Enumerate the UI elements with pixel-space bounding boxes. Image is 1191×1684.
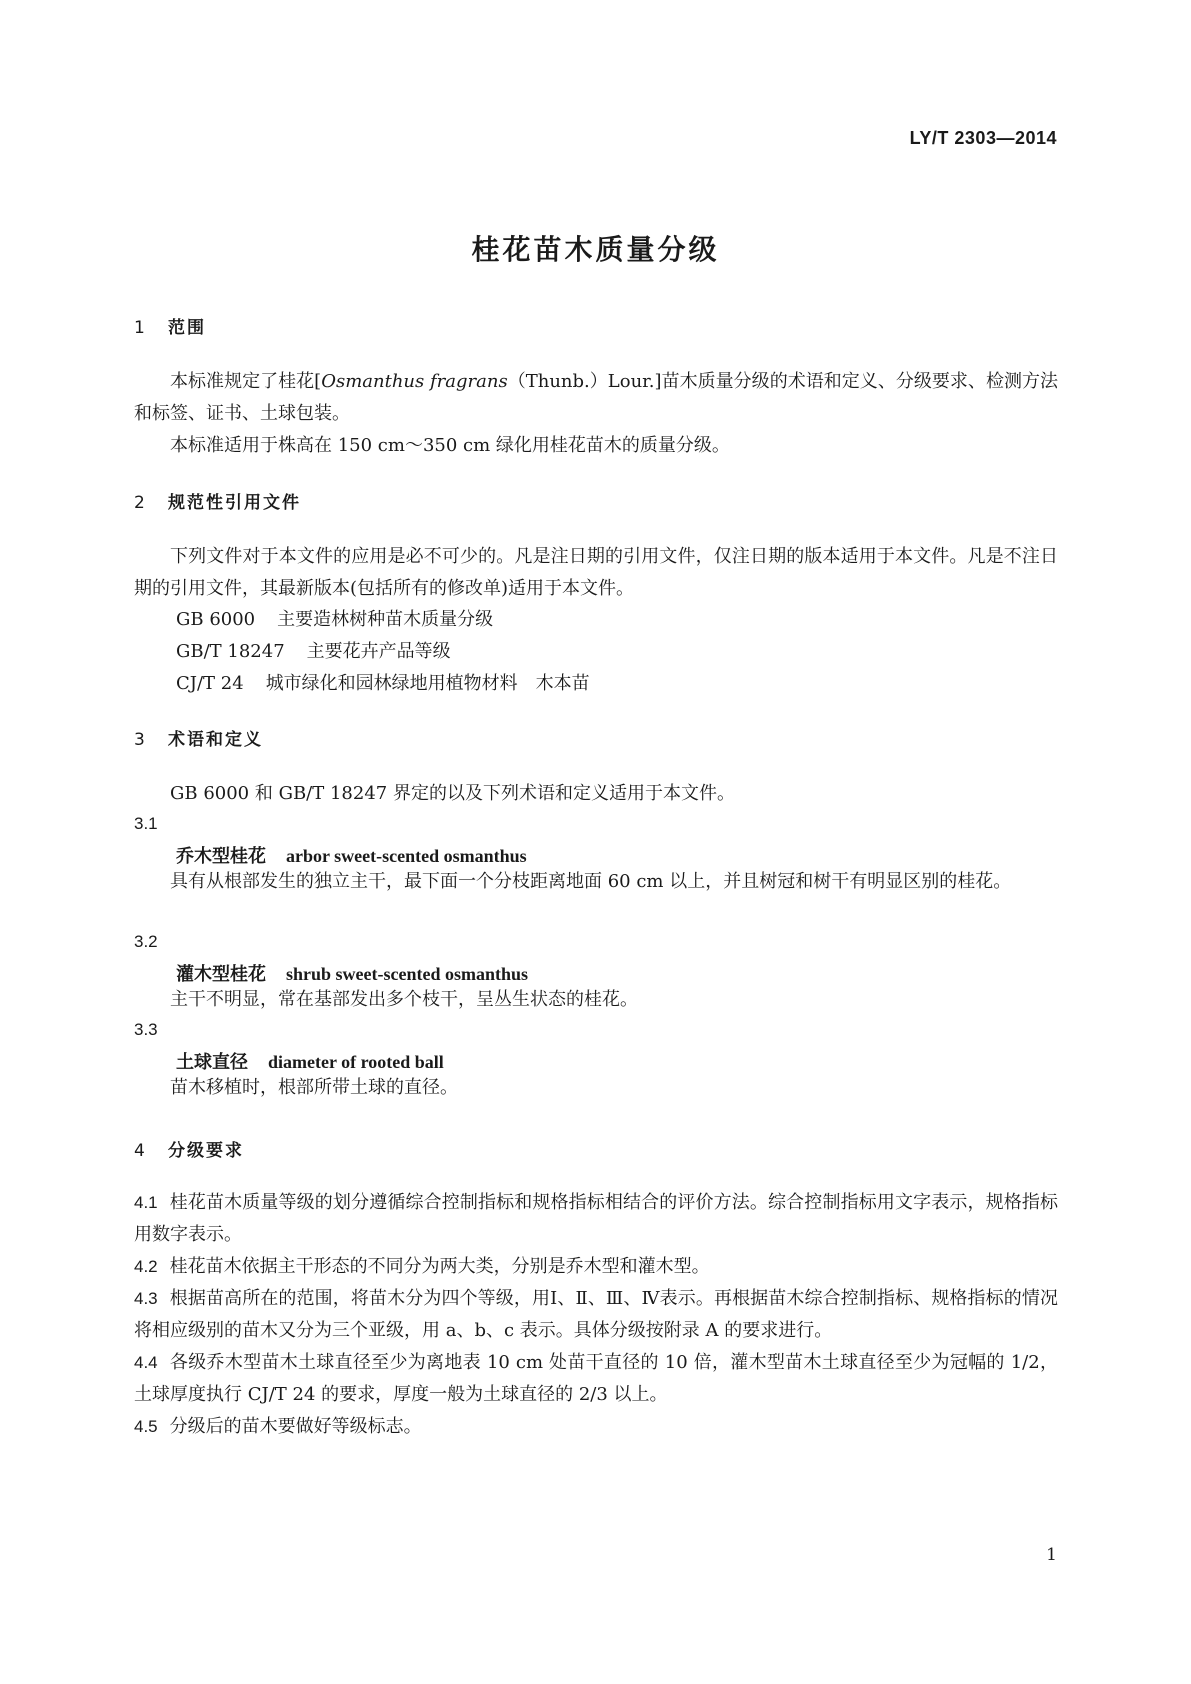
requirement-item	[134, 1411, 1058, 1443]
term-cn: 灌木型桂花	[176, 964, 266, 985]
term-definition: 主干不明显，常在基部发出多个枝干，呈丛生状态的桂花。	[170, 989, 638, 1010]
section-3-heading	[134, 725, 263, 750]
term-number: 3.2	[134, 932, 158, 951]
reference-code: GB/T 18247	[176, 641, 285, 662]
section-3-paragraph-1: GB 6000 和 GB/T 18247 界定的以及下列术语和定义适用于本文件。	[170, 783, 735, 804]
reference-code: GB 6000	[176, 609, 256, 630]
clause-number: 4.4	[134, 1353, 158, 1372]
term-heading	[176, 842, 527, 868]
section-4-heading	[134, 1136, 244, 1161]
section-number: 4	[134, 1141, 145, 1161]
requirement-item	[134, 1251, 1058, 1283]
clause-text: 根据苗高所在的范围，将苗木分为四个等级，用Ⅰ、Ⅱ、Ⅲ、Ⅳ表示。再根据苗木综合控制指标、规格指标的情况将相应级别的苗木又分为三个亚级，用 a、b、c 表示。具体分级按附录 A 的要求进行。	[134, 1288, 1058, 1341]
reference-title: 城市绿化和园林绿地用植物材料 木本苗	[265, 673, 590, 694]
latin-name: Osmanthus fragrans	[321, 371, 508, 392]
section-title: 规范性引用文件	[168, 493, 301, 513]
clause-number: 4.1	[134, 1193, 158, 1212]
requirement-item	[134, 1187, 1058, 1251]
document-title: 桂花苗木质量分级	[471, 233, 720, 266]
clause-text: 分级后的苗木要做好等级标志。	[169, 1416, 422, 1437]
section-title: 范围	[168, 318, 206, 338]
section-number: 2	[134, 493, 145, 513]
reference-item	[176, 637, 451, 663]
standard-code: LY/T 2303—2014	[909, 128, 1057, 148]
reference-item	[176, 605, 493, 631]
clause-number: 4.5	[134, 1417, 158, 1436]
section-2-heading	[134, 488, 301, 513]
text-run: （Thunb.）Lour.]苗木质量分级的术语和定义、分级要求、检测方法和标签、证书、土球包装。	[134, 371, 1059, 424]
clause-text: 各级乔木型苗木土球直径至少为离地表 10 cm 处苗干直径的 10 倍，灌木型苗木土球直径至少为冠幅的 1/2，土球厚度执行 CJ/T 24 的要求，厚度一般为土球直径的 2/3 以上。	[134, 1352, 1058, 1405]
term-number: 3.1	[134, 814, 158, 833]
section-title: 术语和定义	[168, 730, 263, 750]
reference-item	[176, 669, 590, 695]
term-cn: 土球直径	[176, 1052, 248, 1073]
reference-title: 主要造林树种苗木质量分级	[277, 609, 494, 630]
text-run: 本标准规定了桂花[	[170, 371, 322, 392]
reference-title: 主要花卉产品等级	[306, 641, 451, 662]
clause-text: 桂花苗木依据主干形态的不同分为两大类，分别是乔木型和灌木型。	[169, 1256, 710, 1277]
section-1-paragraph-1	[134, 366, 1058, 430]
section-number: 3	[134, 730, 145, 750]
term-heading	[176, 1048, 444, 1074]
requirement-item	[134, 1347, 1058, 1411]
clause-number: 4.2	[134, 1257, 158, 1276]
page-number: 1	[1046, 1545, 1057, 1565]
section-1-heading	[134, 313, 206, 338]
section-1-paragraph-2: 本标准适用于株高在 150 cm～350 cm 绿化用桂花苗木的质量分级。	[170, 435, 730, 456]
term-cn: 乔木型桂花	[176, 846, 266, 867]
term-heading	[176, 960, 528, 986]
term-definition: 苗木移植时，根部所带土球的直径。	[170, 1077, 458, 1098]
term-definition: 具有从根部发生的独立主干，最下面一个分枝距离地面 60 cm 以上，并且树冠和树干有明显区别的桂花。	[170, 871, 1012, 892]
section-2-paragraph-1: 下列文件对于本文件的应用是必不可少的。凡是注日期的引用文件，仅注日期的版本适用于本文件。凡是不注日期的引用文件，其最新版本(包括所有的修改单)适用于本文件。	[134, 546, 1058, 599]
reference-code: CJ/T 24	[176, 673, 244, 694]
requirement-item	[134, 1283, 1058, 1347]
term-en: diameter of rooted ball	[268, 1052, 444, 1072]
term-en: arbor sweet-scented osmanthus	[286, 846, 527, 866]
term-en: shrub sweet-scented osmanthus	[286, 964, 529, 984]
term-number: 3.3	[134, 1020, 158, 1039]
clause-number: 4.3	[134, 1289, 158, 1308]
section-number: 1	[134, 318, 145, 338]
section-title: 分级要求	[168, 1141, 244, 1161]
clause-text: 桂花苗木质量等级的划分遵循综合控制指标和规格指标相结合的评价方法。综合控制指标用文字表示，规格指标用数字表示。	[134, 1192, 1058, 1245]
